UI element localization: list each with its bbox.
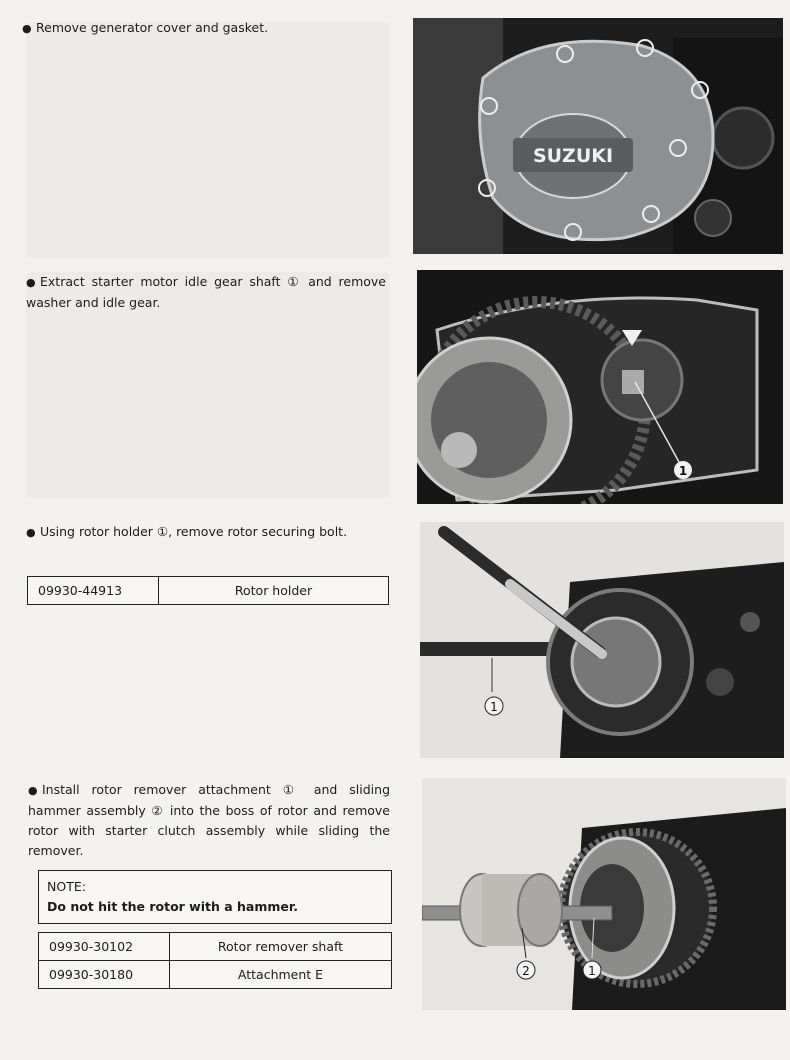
note-label: NOTE:: [47, 879, 86, 894]
tool-code: 09930-44913: [28, 577, 159, 605]
tool-name: Attachment E: [170, 961, 392, 989]
step-3-label: Using rotor holder ①, remove rotor securing bolt.: [40, 524, 348, 539]
idle-gear-photo: [417, 270, 783, 504]
note-body: Do not hit the rotor with a hammer.: [47, 899, 299, 914]
tool-name: Rotor holder: [159, 577, 389, 605]
bullet-icon: ●: [26, 276, 36, 289]
rotor-holder-photo: [420, 522, 784, 758]
bullet-icon: ●: [28, 784, 38, 797]
step-4-label: Install rotor remover attachment ① and sliding hammer assembly ② into the boss of rotor and remove rotor with starter clutch assembly while sliding the remover.: [28, 782, 390, 858]
table-row: [39, 933, 392, 961]
rotor-holder-tool-table: [27, 576, 389, 605]
attachment-callout: 1: [588, 964, 596, 978]
rotor-holder-callout: 1: [490, 700, 498, 714]
background-shade: [26, 22, 390, 258]
rotor-remover-tool-table: [38, 932, 392, 989]
tool-name: Rotor remover shaft: [170, 933, 392, 961]
tool-code: 09930-30180: [39, 961, 170, 989]
generator-cover-photo: [413, 18, 783, 254]
step-3-text: [26, 522, 388, 543]
suzuki-logo: SUZUKI: [532, 145, 614, 167]
table-row: [28, 577, 389, 605]
rotor-remover-photo: [422, 778, 786, 1010]
bullet-icon: ●: [26, 526, 36, 539]
table-row: [39, 961, 392, 989]
step-1-label: Remove generator cover and gasket.: [36, 20, 269, 35]
idle-gear-callout: 1: [678, 464, 688, 478]
step-1-text: [22, 18, 392, 39]
hammer-callout: 2: [522, 964, 530, 978]
step-4-text: [28, 780, 390, 861]
tool-code: 09930-30102: [39, 933, 170, 961]
step-2-text: [26, 272, 386, 313]
note-box: [38, 870, 392, 924]
step-2-label: Extract starter motor idle gear shaft ① and remove washer and idle gear.: [26, 274, 386, 310]
bullet-icon: ●: [22, 22, 32, 35]
